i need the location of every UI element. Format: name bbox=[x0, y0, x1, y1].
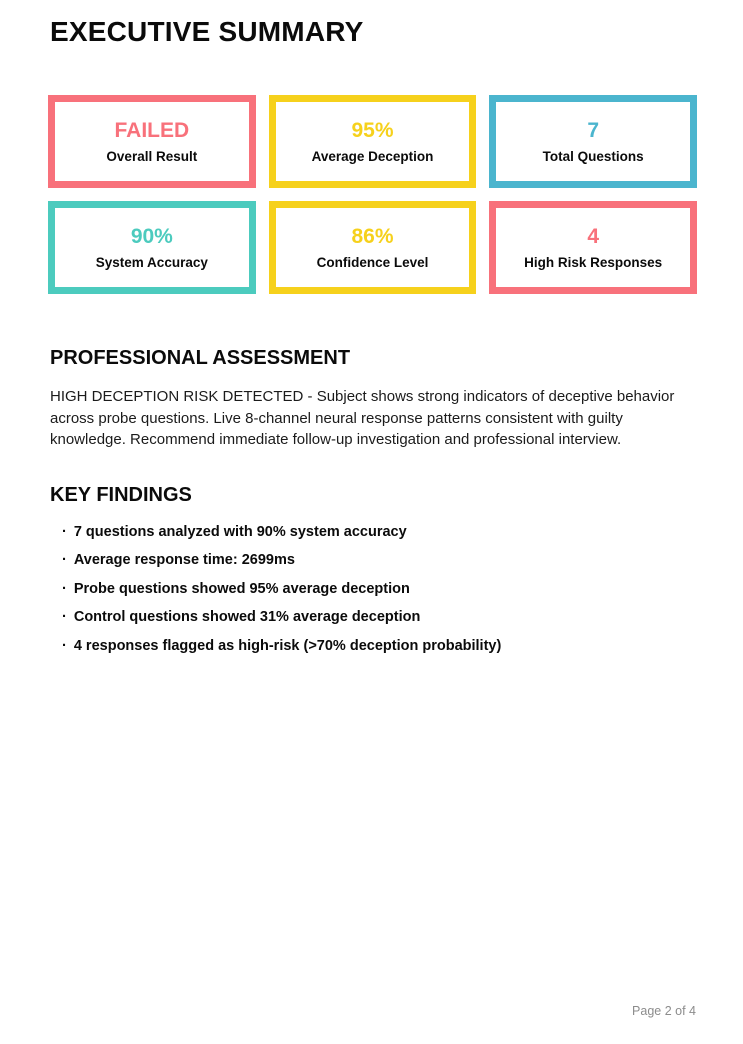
stat-label: System Accuracy bbox=[95, 254, 208, 270]
assessment-body-text: HIGH DECEPTION RISK DETECTED - Subject shows strong indicators of deceptive behavior across probe questions. Live 8-channel neural response patterns consistent with guilty knowledge. Recommend immediate follow-up investigation and professional interview. bbox=[50, 388, 675, 448]
stat-card-overall-result bbox=[48, 95, 256, 188]
stat-value: 90% bbox=[130, 224, 173, 248]
stat-value: 86% bbox=[351, 224, 394, 248]
stat-card-system-accuracy bbox=[48, 201, 256, 294]
stat-value: 4 bbox=[587, 224, 599, 248]
stat-card-high-risk-responses bbox=[489, 201, 697, 294]
finding-text: 7 questions analyzed with 90% system accuracy bbox=[73, 523, 407, 540]
page-number: Page 2 of 4 bbox=[632, 1004, 696, 1018]
bullet-icon: · bbox=[62, 523, 67, 540]
bullet-icon: · bbox=[62, 580, 67, 597]
stat-label: High Risk Responses bbox=[524, 254, 663, 270]
finding-text: Probe questions showed 95% average deception bbox=[73, 580, 410, 597]
stat-value: 7 bbox=[587, 118, 599, 142]
finding-text: Control questions showed 31% average deception bbox=[73, 609, 421, 625]
finding-item bbox=[62, 638, 697, 655]
stat-value: FAILED bbox=[114, 118, 190, 142]
finding-item bbox=[62, 524, 697, 541]
finding-text: Average response time: 2699ms bbox=[73, 552, 295, 568]
finding-item bbox=[62, 581, 697, 598]
page-title: EXECUTIVE SUMMARY bbox=[50, 16, 364, 47]
finding-item bbox=[62, 609, 697, 626]
bullet-icon: · bbox=[62, 609, 67, 625]
stat-label: Confidence Level bbox=[316, 254, 429, 270]
findings-section-heading: KEY FINDINGS bbox=[50, 483, 192, 506]
stat-card-total-questions bbox=[489, 95, 697, 188]
finding-item bbox=[62, 552, 697, 569]
stat-card-confidence-level bbox=[269, 201, 477, 294]
stat-label: Average Deception bbox=[311, 148, 434, 164]
stat-label: Overall Result bbox=[106, 148, 198, 164]
stat-card-average-deception bbox=[269, 95, 477, 188]
stat-label: Total Questions bbox=[542, 148, 644, 164]
bullet-icon: · bbox=[62, 552, 67, 568]
stat-value: 95% bbox=[351, 118, 394, 142]
bullet-icon: · bbox=[62, 637, 67, 654]
assessment-section-heading: PROFESSIONAL ASSESSMENT bbox=[50, 347, 351, 369]
summary-stat-cards bbox=[48, 95, 697, 294]
finding-text: 4 responses flagged as high-risk (>70% deception probability) bbox=[73, 637, 502, 654]
findings-list bbox=[62, 524, 697, 655]
